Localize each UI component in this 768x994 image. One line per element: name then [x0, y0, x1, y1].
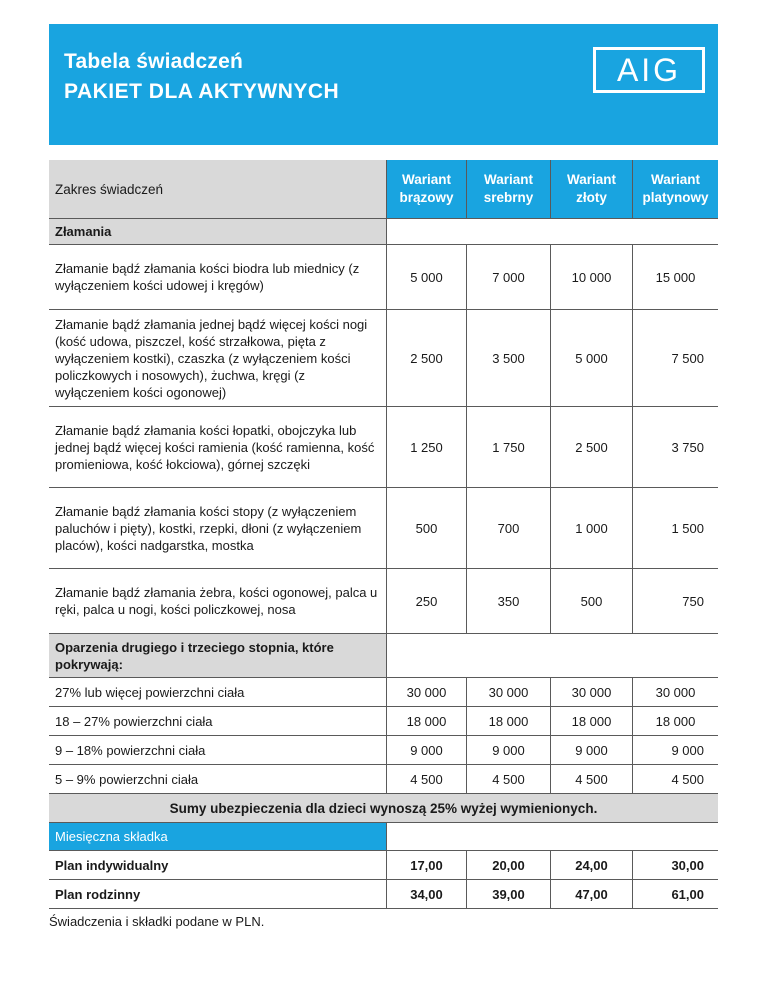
header-banner [49, 24, 718, 145]
row-label: 9 – 18% powierzchni ciała [55, 742, 206, 758]
value-platinum: 7 500 [632, 310, 718, 406]
row-label: Złamanie bądź złamania jednej bądź więcej kości nogi (kość udowa, piszczel, kość strzałkowa, pięta z wyłączeniem kostki), czaszka (z wyłączeniem kości policzkowych i nosowych), żuchwa, kręgi (z wyłączeniem kości ogonowej) [55, 316, 368, 400]
value-gold: 500 [550, 569, 632, 633]
footnote: Świadczenia i składki podane w PLN. [49, 914, 265, 929]
value-silver: 1 750 [466, 407, 550, 487]
fractures-section-title: Złamania [49, 219, 386, 244]
children-note-row [49, 794, 718, 823]
value-bronze: 1 250 [386, 407, 466, 487]
table-row [49, 851, 718, 880]
value-bronze: 34,00 [386, 880, 466, 908]
premium-section-row [49, 823, 718, 851]
value-gold: 2 500 [550, 407, 632, 487]
value-bronze: 250 [386, 569, 466, 633]
variant-bronze-header: Wariant brązowy [386, 160, 466, 218]
children-note: Sumy ubezpieczenia dla dzieci wynoszą 25% wyżej wymienionych. [49, 794, 718, 822]
value-silver: 3 500 [466, 310, 550, 406]
value-platinum: 750 [632, 569, 718, 633]
row-label: Złamanie bądź złamania kości biodra lub miednicy (z wyłączeniem kości udowej i kręgów) [55, 261, 360, 293]
variant-gold-header: Wariant złoty [550, 160, 632, 218]
table-row [49, 488, 718, 569]
table-row [49, 569, 718, 634]
table-row [49, 707, 718, 736]
value-platinum: 1 500 [632, 488, 718, 568]
burns-section-row [49, 634, 718, 678]
value-gold: 24,00 [550, 851, 632, 879]
value-platinum: 61,00 [632, 880, 718, 908]
value-platinum: 9 000 [632, 736, 718, 764]
value-silver: 18 000 [466, 707, 550, 735]
value-gold: 9 000 [550, 736, 632, 764]
row-label: 18 – 27% powierzchni ciała [55, 713, 213, 729]
value-gold: 4 500 [550, 765, 632, 793]
row-label: Plan rodzinny [55, 886, 141, 902]
value-platinum: 3 750 [632, 407, 718, 487]
fractures-section-row [49, 218, 718, 245]
row-label: 27% lub więcej powierzchni ciała [55, 684, 245, 700]
value-bronze: 18 000 [386, 707, 466, 735]
table-row [49, 880, 718, 909]
value-platinum: 4 500 [632, 765, 718, 793]
value-gold: 5 000 [550, 310, 632, 406]
row-label: Plan indywidualny [55, 857, 169, 873]
value-bronze: 2 500 [386, 310, 466, 406]
value-silver: 700 [466, 488, 550, 568]
value-silver: 4 500 [466, 765, 550, 793]
burns-section-title: Oparzenia drugiego i trzeciego stopnia, które pokrywają: [49, 634, 386, 677]
value-gold: 18 000 [550, 707, 632, 735]
value-bronze: 9 000 [386, 736, 466, 764]
value-platinum: 18 000 [632, 707, 718, 735]
table-row [49, 736, 718, 765]
page-title: Tabela świadczeń [64, 50, 244, 73]
value-bronze: 17,00 [386, 851, 466, 879]
value-silver: 30 000 [466, 678, 550, 706]
table-row [49, 765, 718, 794]
value-silver: 350 [466, 569, 550, 633]
table-row [49, 310, 718, 407]
value-gold: 30 000 [550, 678, 632, 706]
page-subtitle: PAKIET DLA AKTYWNYCH [64, 80, 340, 103]
value-silver: 7 000 [466, 245, 550, 309]
aig-logo: AIG [593, 47, 705, 93]
value-bronze: 500 [386, 488, 466, 568]
table-header-row [49, 160, 718, 218]
value-silver: 20,00 [466, 851, 550, 879]
row-label: Złamanie bądź złamania kości stopy (z wyłączeniem paluchów i pięty), kostki, rzepki, dłoni (z wyłączeniem placów), kości nadgarstka, mostka [55, 503, 362, 553]
premium-section-title: Miesięczna składka [49, 823, 386, 850]
value-silver: 39,00 [466, 880, 550, 908]
value-bronze: 30 000 [386, 678, 466, 706]
value-platinum: 15 000 [632, 245, 718, 309]
value-gold: 47,00 [550, 880, 632, 908]
row-label: 5 – 9% powierzchni ciała [55, 771, 199, 787]
value-bronze: 4 500 [386, 765, 466, 793]
row-label: Złamanie bądź złamania żebra, kości ogonowej, palca u ręki, palca u nogi, kości policzkowej, nosa [55, 585, 378, 617]
value-bronze: 5 000 [386, 245, 466, 309]
value-platinum: 30 000 [632, 678, 718, 706]
table-row [49, 245, 718, 310]
variant-platinum-header: Wariant platynowy [632, 160, 718, 218]
value-silver: 9 000 [466, 736, 550, 764]
table-row [49, 407, 718, 488]
variant-silver-header: Wariant srebrny [466, 160, 550, 218]
value-gold: 10 000 [550, 245, 632, 309]
value-gold: 1 000 [550, 488, 632, 568]
table-row [49, 678, 718, 707]
scope-header: Zakres świadczeń [49, 160, 386, 218]
row-label: Złamanie bądź złamania kości łopatki, obojczyka lub jednej bądź więcej kości ramienia (kość ramienna, kość promieniowa, kość łokciowa), górnej szczęki [55, 422, 375, 472]
value-platinum: 30,00 [632, 851, 718, 879]
